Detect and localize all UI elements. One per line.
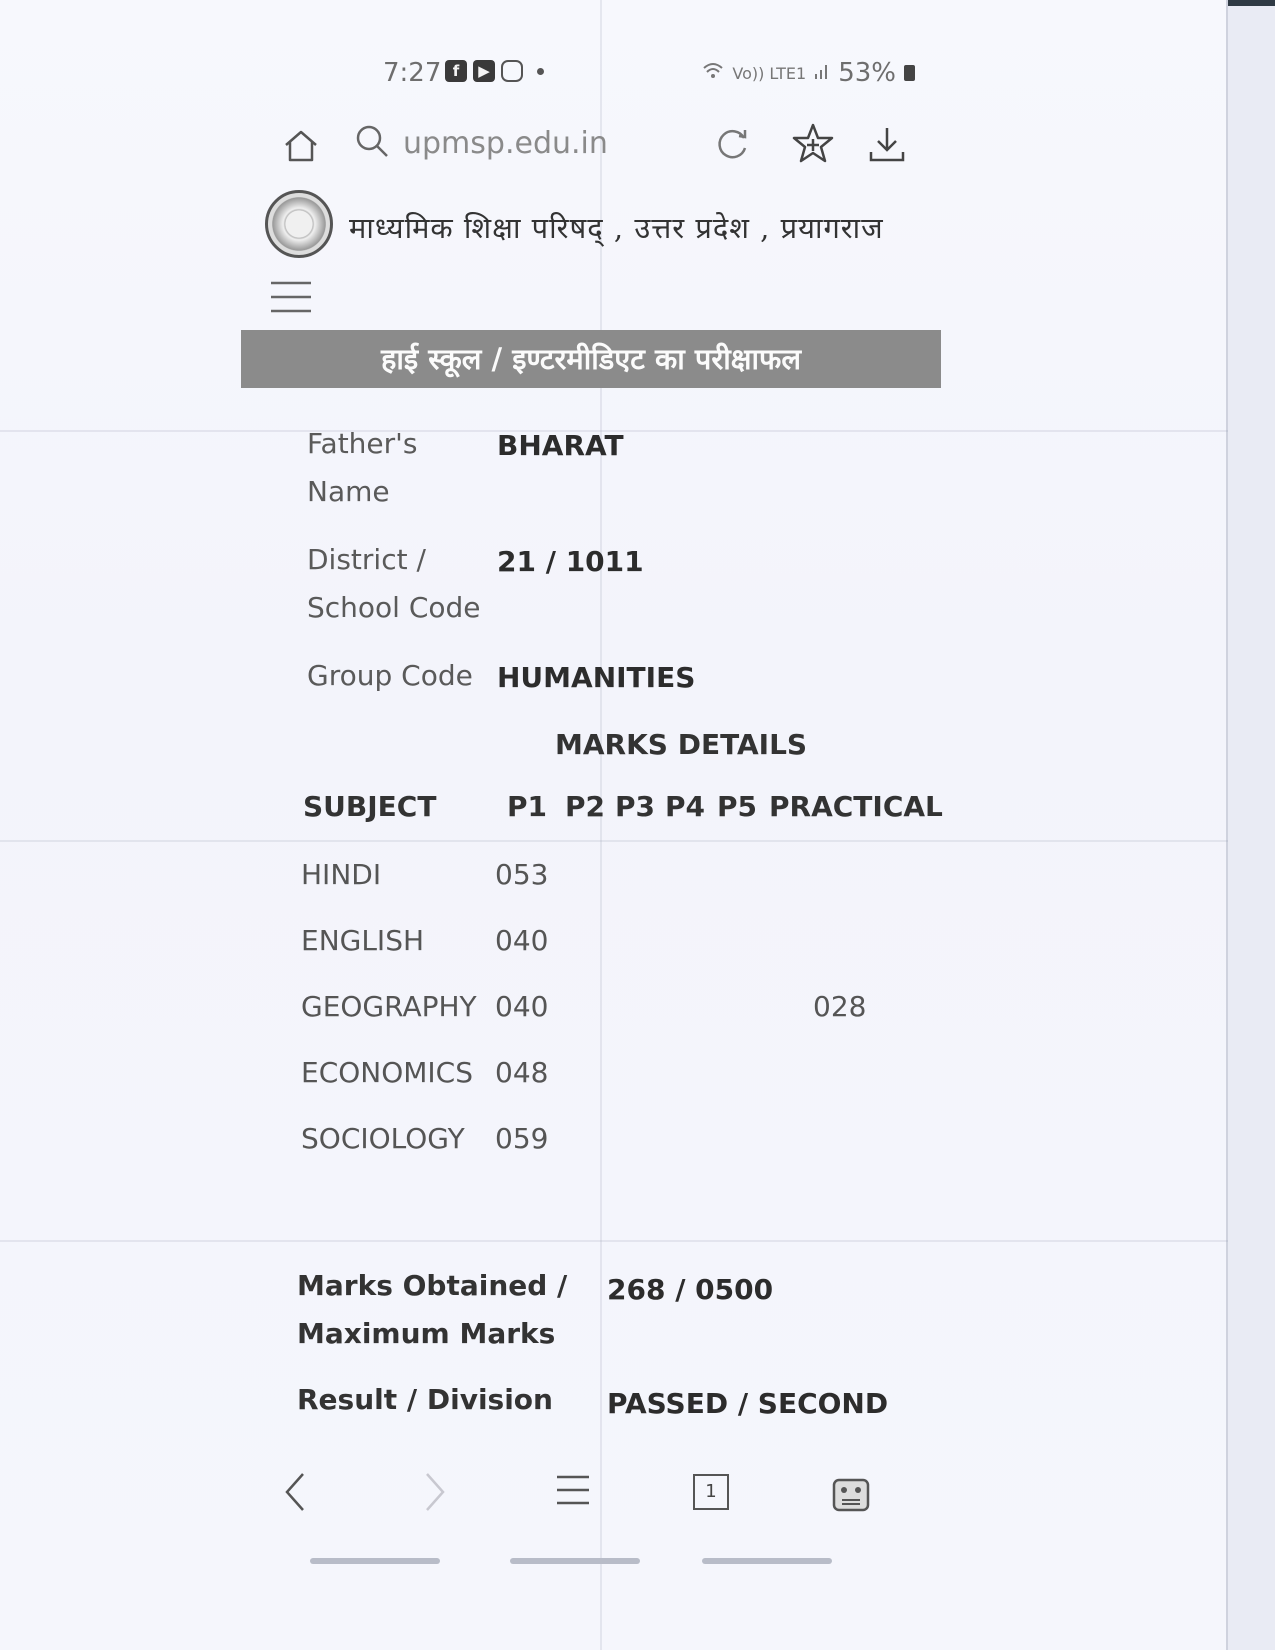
header-subject: SUBJECT [303,790,437,823]
marks-table-header [303,790,943,830]
game-icon[interactable] [830,1472,872,1518]
reload-icon[interactable] [715,126,751,166]
marks-details-title: MARKS DETAILS [555,728,808,761]
gesture-bar [310,1558,910,1568]
subject-cell: ENGLISH [301,924,425,957]
p1-cell: 059 [495,1122,549,1155]
p1-cell: 040 [495,990,549,1023]
district-code-value: 21 / 1011 [497,545,644,578]
forward-icon[interactable] [419,1470,449,1518]
download-icon[interactable] [867,124,907,168]
label-line: Group Code [307,659,473,692]
more-notifications-icon [537,68,544,75]
browser-toolbar [255,118,995,178]
label-line: Name [307,475,390,508]
site-title: माध्यमिक शिक्षा परिषद् , उत्तर प्रदेश , प्रयागराज [349,211,884,245]
label-line: Result / Division [297,1383,553,1416]
p1-cell: 053 [495,858,549,891]
table-row [301,858,921,898]
site-header [265,190,995,260]
table-row [301,990,921,1030]
group-code-value: HUMANITIES [497,661,696,694]
hamburger-menu-icon[interactable] [269,280,313,318]
label-line: School Code [307,591,481,624]
header-p1: P1 [507,790,548,823]
status-time: 7:27 [383,58,442,88]
gesture-pill [310,1558,440,1564]
board-logo [265,190,333,258]
youtube-icon: ▶ [473,60,495,82]
subject-cell: HINDI [301,858,382,891]
result-banner: हाई स्कूल / इण्टरमीडिएट का परीक्षाफल [241,330,941,388]
tabs-button[interactable]: 1 [693,1474,729,1510]
group-code-label [307,652,497,700]
table-row [301,924,921,964]
gesture-pill [510,1558,640,1564]
home-icon[interactable] [283,128,319,168]
marks-obtained-label [297,1262,587,1358]
label-line: Father's [307,427,418,460]
header-p4: P4 [665,790,706,823]
subject-cell: ECONOMICS [301,1056,474,1089]
instagram-icon [501,60,523,82]
fathers-name-value: BHARAT [497,429,624,462]
signal-icon [814,62,830,84]
menu-icon[interactable] [555,1472,591,1512]
battery-percent: 53% [838,58,896,88]
district-code-label [307,536,497,632]
practical-cell: 028 [813,990,867,1023]
marks-obtained-value: 268 / 0500 [607,1273,774,1306]
label-line: Marks Obtained / [297,1269,568,1302]
table-row [301,1122,921,1162]
header-practical: PRACTICAL [769,790,943,823]
p1-cell: 048 [495,1056,549,1089]
search-icon[interactable] [355,124,391,164]
add-bookmark-icon[interactable] [791,122,835,170]
p1-cell: 040 [495,924,549,957]
header-p3: P3 [615,790,656,823]
gesture-pill [702,1558,832,1564]
wifi-icon [702,62,724,84]
label-line: District / [307,543,426,576]
result-value: PASSED / SECOND [607,1387,889,1420]
result-label [297,1376,587,1424]
subject-cell: GEOGRAPHY [301,990,477,1023]
header-p5: P5 [717,790,758,823]
subject-cell: SOCIOLOGY [301,1122,465,1155]
fathers-name-label [307,420,497,516]
network-label: Vo)) LTE1 [732,63,807,83]
back-icon[interactable] [281,1470,311,1518]
browser-bottom-nav [255,1468,995,1528]
facebook-icon: f [445,60,467,82]
status-bar [255,58,995,98]
address-bar[interactable]: upmsp.edu.in [403,126,608,161]
battery-icon [904,65,915,81]
header-p2: P2 [565,790,606,823]
table-row [301,1056,921,1096]
notification-icons [445,60,544,82]
label-line: Maximum Marks [297,1317,556,1350]
status-right [702,58,915,88]
phone-screen [255,40,995,1630]
